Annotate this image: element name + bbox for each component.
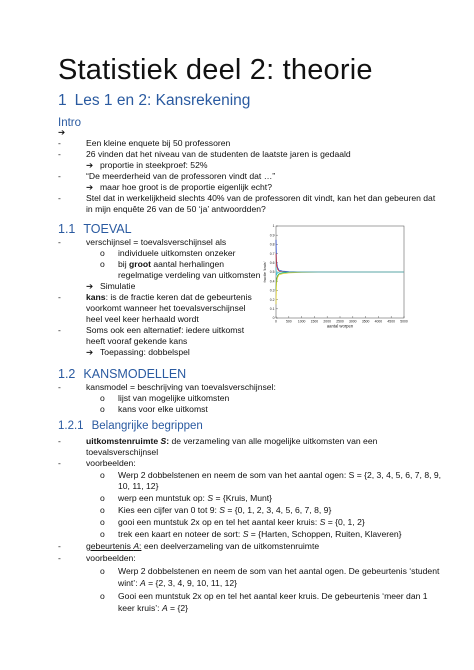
y-tick-label: 0.4 bbox=[269, 279, 275, 284]
text-run: = {0, 1, 2, 3, 4, 5, 6, 7, 8, 9} bbox=[225, 505, 332, 515]
y-tick-label: 0.2 bbox=[269, 297, 275, 302]
y-tick-label: 0.7 bbox=[269, 251, 275, 256]
arrow-icon: ➔ bbox=[86, 160, 94, 170]
text-run-italic: S bbox=[207, 493, 214, 503]
toeval-line-7: voorkomt wanneer het toevalsverschijnsel bbox=[86, 303, 246, 313]
dash-bullet: - bbox=[58, 292, 61, 302]
toeval-line-2: individuele uitkomsten onzeker bbox=[118, 248, 236, 258]
circle-bullet: o bbox=[100, 566, 105, 576]
text-run: : is de fractie keren dat de gebeurtenis bbox=[105, 292, 252, 302]
begrippen-line-15 bbox=[118, 603, 188, 614]
x-tick-label: 0 bbox=[275, 319, 277, 324]
text-run: bij bbox=[118, 259, 129, 269]
begrippen-line-14: Gooi een muntstuk 2x op en tel het aantal keer kruis. De gebeurtenis ‘meer dan 1 bbox=[118, 591, 428, 601]
text-run: trek een kaart en noteer de sort: bbox=[118, 529, 243, 539]
begrippen-line-12: Werp 2 dobbelstenen en neem de som van het aantal ogen. De gebeurtenis ‘student bbox=[118, 566, 440, 576]
heading-text: TOEVAL bbox=[83, 222, 132, 236]
begrippen-line-6 bbox=[118, 493, 272, 504]
circle-bullet: o bbox=[100, 591, 105, 601]
begrippen-line-13 bbox=[118, 578, 237, 589]
text-run: wint’: bbox=[118, 578, 140, 588]
begrippen-line-1 bbox=[86, 436, 377, 447]
heading-text: Les 1 en 2: Kansrekening bbox=[74, 92, 251, 109]
heading-number: 1.2.1 bbox=[58, 420, 84, 432]
text-run-italic: S bbox=[219, 505, 226, 515]
intro-line-4: “De meerderheid van de professoren vindt dat …” bbox=[86, 171, 276, 181]
kansmodellen-line-3: kans voor elke uitkomst bbox=[118, 404, 208, 414]
arrow-icon: ➔ bbox=[86, 281, 94, 291]
text-run: = {2, 3, 4, 9, 10, 11, 12} bbox=[145, 578, 238, 588]
circle-bullet: o bbox=[100, 493, 105, 503]
circle-bullet: o bbox=[100, 248, 105, 258]
x-tick-label: 1500 bbox=[310, 319, 319, 324]
y-tick-label: 0.1 bbox=[269, 307, 275, 311]
y-tick-label: 0.6 bbox=[269, 261, 275, 265]
y-tick-label: 0.3 bbox=[269, 288, 275, 293]
intro-line-3: proportie in steekproef: 52% bbox=[100, 160, 208, 170]
intro-line-5: maar hoe groot is de proportie eigenlijk echt? bbox=[100, 182, 272, 192]
text-run: Kies een cijfer van 0 tot 9: bbox=[118, 505, 220, 515]
begrippen-line-8 bbox=[118, 517, 365, 528]
kansmodellen-line-1: kansmodel = beschrijving van toevalsverschijnsel: bbox=[86, 382, 276, 392]
begrippen-line-10 bbox=[86, 541, 319, 552]
heading-intro: Intro bbox=[58, 117, 82, 129]
x-tick-label: 2000 bbox=[323, 319, 331, 324]
toeval-line-9: Soms ook een alternatief: iedere uitkomst bbox=[86, 325, 245, 335]
dash-bullet: - bbox=[58, 138, 61, 148]
text-run-bold: kans bbox=[86, 292, 106, 302]
y-tick-label: 1 bbox=[272, 224, 275, 229]
dash-bullet: - bbox=[58, 553, 61, 563]
text-run-italic: A bbox=[161, 603, 168, 613]
text-run-underline: : bbox=[139, 541, 142, 551]
begrippen-line-5: 10, 11, 12} bbox=[118, 481, 159, 491]
page-title: Statistiek deel 2: theorie bbox=[58, 54, 373, 86]
text-run: keer kruis’: bbox=[118, 603, 162, 613]
heading-text: Belangrijke begrippen bbox=[91, 420, 203, 432]
y-axis-label: fractie 'kruis' bbox=[263, 261, 267, 283]
x-tick-label: 500 bbox=[285, 319, 292, 324]
text-run-italic: S bbox=[319, 517, 326, 527]
text-run: de verzameling van alle mogelijke uitkomsten van een bbox=[169, 436, 378, 446]
dash-bullet: - bbox=[58, 171, 61, 181]
toeval-line-3 bbox=[118, 259, 224, 270]
toeval-line-10: heeft vooraf gekende kans bbox=[86, 336, 188, 346]
text-run: = {Kruis, Munt} bbox=[213, 493, 273, 503]
coin-toss-simulation-chart bbox=[262, 222, 412, 332]
heading-toeval bbox=[58, 222, 132, 236]
begrippen-line-11: voorbeelden: bbox=[86, 553, 136, 563]
text-run: = {0, 1, 2} bbox=[325, 517, 365, 527]
circle-bullet: o bbox=[100, 404, 105, 414]
text-run: aantal herhalingen bbox=[150, 259, 225, 269]
toeval-line-8: heel veel keer herhaald wordt bbox=[86, 314, 199, 324]
heading-kansmodellen bbox=[58, 367, 186, 381]
dash-bullet: - bbox=[58, 237, 61, 247]
text-run-italic: S bbox=[242, 529, 249, 539]
text-run-bold: uitkomstenruimte bbox=[86, 436, 161, 446]
toeval-line-1: verschijnsel = toevalsverschijnsel als bbox=[86, 237, 227, 247]
text-run: een deelverzameling van de uitkomstenruimte bbox=[141, 541, 320, 551]
intro-line-2: 26 vinden dat het niveau van de studenten de laatste jaren is gedaald bbox=[86, 149, 351, 159]
text-run: = {Harten, Schoppen, Ruiten, Klaveren} bbox=[248, 529, 402, 539]
heading-number: 1.2 bbox=[58, 367, 76, 381]
x-axis-label: aantal worpen bbox=[326, 323, 354, 329]
dash-bullet: - bbox=[58, 325, 61, 335]
circle-bullet: o bbox=[100, 470, 105, 480]
circle-bullet: o bbox=[100, 517, 105, 527]
dash-bullet: - bbox=[58, 382, 61, 392]
text-run-underline: gebeurtenis bbox=[86, 541, 134, 551]
x-tick-label: 3500 bbox=[361, 319, 370, 324]
text-run: = {2} bbox=[167, 603, 188, 613]
intro-line-1: Een kleine enquete bij 50 professoren bbox=[86, 138, 231, 148]
y-tick-label: 0.9 bbox=[269, 233, 275, 238]
heading-number: 1 bbox=[58, 92, 67, 109]
y-tick-label: 0.5 bbox=[269, 270, 275, 275]
x-tick-label: 4000 bbox=[374, 319, 383, 324]
dash-bullet: - bbox=[58, 149, 61, 159]
heading-text: KANSMODELLEN bbox=[83, 367, 187, 381]
heading-belangrijke-begrippen bbox=[58, 420, 203, 432]
begrippen-line-3: voorbeelden: bbox=[86, 458, 136, 468]
x-tick-label: 5000 bbox=[400, 319, 408, 324]
toeval-line-6 bbox=[86, 292, 252, 303]
text-run: gooi een muntstuk 2x op en tel het aantal keer kruis: bbox=[118, 517, 320, 527]
toeval-line-5: Simulatie bbox=[100, 281, 136, 291]
text-run-underline-italic: A bbox=[133, 541, 140, 551]
begrippen-line-2: toevalsverschijnsel bbox=[86, 447, 159, 457]
heading-number: 1.1 bbox=[58, 222, 76, 236]
text-run-bold-italic: S bbox=[160, 436, 167, 446]
begrippen-line-7 bbox=[118, 505, 331, 516]
toeval-line-11: Toepassing: dobbelspel bbox=[100, 347, 190, 357]
arrow-icon: ➔ bbox=[86, 182, 94, 192]
arrow-icon: ➔ bbox=[86, 347, 94, 357]
dash-bullet: - bbox=[58, 541, 61, 551]
text-run-bold: : bbox=[166, 436, 170, 446]
dash-bullet: - bbox=[58, 193, 61, 203]
begrippen-line-4: Werp 2 dobbelstenen en neem de som van het aantal ogen: S = {2, 3, 4, 5, 6, 7, 8, 9, bbox=[118, 470, 442, 480]
arrow-icon: ➔ bbox=[58, 127, 66, 137]
text-run-bold: groot bbox=[129, 259, 151, 269]
circle-bullet: o bbox=[100, 259, 105, 269]
intro-line-6b: in mijn enquête 26 van de 50 ‘ja’ antwoordden? bbox=[86, 204, 266, 214]
intro-line-6a: Stel dat in werkelijkheid slechts 40% van de professoren dit vindt, kan het dan gebeuren dat bbox=[86, 193, 436, 203]
y-tick-label: 0.8 bbox=[269, 242, 275, 247]
text-run: werp een muntstuk op: bbox=[118, 493, 208, 503]
circle-bullet: o bbox=[100, 529, 105, 539]
y-tick-label: 0 bbox=[272, 316, 275, 321]
begrippen-line-9 bbox=[118, 529, 402, 540]
text-run-italic: A bbox=[139, 578, 146, 588]
kansmodellen-line-2: lijst van mogelijke uitkomsten bbox=[118, 393, 230, 403]
dash-bullet: - bbox=[58, 458, 61, 468]
toeval-line-4: regelmatige verdeling van uitkomsten bbox=[118, 270, 261, 280]
circle-bullet: o bbox=[100, 393, 105, 403]
x-tick-label: 4500 bbox=[387, 319, 395, 324]
x-tick-label: 1000 bbox=[297, 319, 306, 324]
circle-bullet: o bbox=[100, 505, 105, 515]
x-tick-label: 2500 bbox=[336, 319, 344, 324]
heading-les-1-en-2 bbox=[58, 92, 250, 110]
x-tick-label: 3000 bbox=[349, 319, 357, 324]
dash-bullet: - bbox=[58, 436, 61, 446]
